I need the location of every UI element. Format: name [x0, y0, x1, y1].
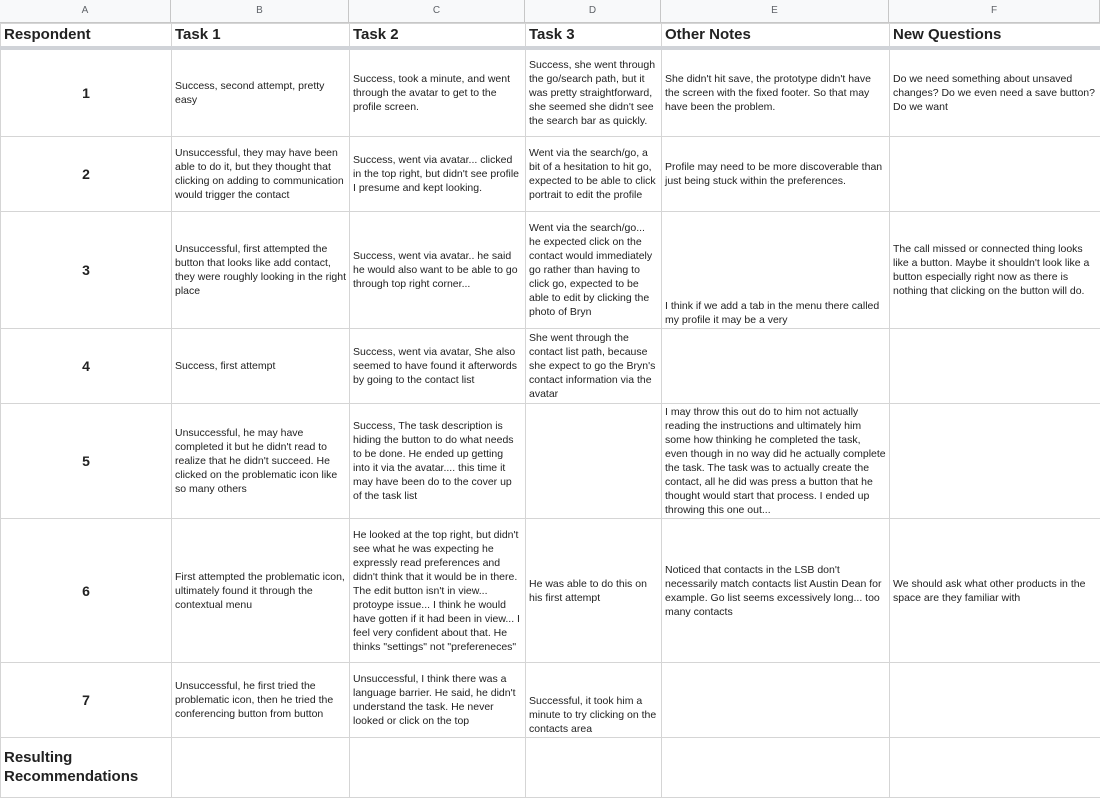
- task3-cell[interactable]: She went through the contact list path, because she expect to go the Bryn's contact information via the avatar: [526, 329, 662, 404]
- column-header-f[interactable]: F: [889, 0, 1100, 22]
- task2-cell[interactable]: Success, took a minute, and went through the avatar to get to the profile screen.: [350, 48, 526, 137]
- task2-cell[interactable]: Success, went via avatar... clicked in the top right, but didn't see profile I presume and kept looking.: [350, 137, 526, 212]
- task2-cell[interactable]: Success, The task description is hiding the button to do what needs to be done. He ended up getting into it via the avatar.... this time it may have been do to the cover up of the task list: [350, 404, 526, 519]
- table-row: [1, 137, 1100, 212]
- notes-cell[interactable]: I may throw this out do to him not actually reading the instructions and ultimately him some how thinking he completed the task, even though in no way did he actually complete the task. The task was to actually create the contact, all he did was press a button that he thought would start that process. I ended up throwing this one out...: [662, 404, 890, 519]
- task1-cell[interactable]: Unsuccessful, first attempted the button that looks like add contact, they were roughly looking in the right place: [172, 212, 350, 329]
- table-row: [1, 212, 1100, 329]
- column-header-d[interactable]: D: [525, 0, 661, 22]
- recommendation-cell[interactable]: [172, 738, 350, 798]
- respondent-cell[interactable]: 6: [1, 519, 172, 663]
- resulting-recommendations-label[interactable]: [1, 738, 172, 798]
- notes-cell[interactable]: [662, 329, 890, 404]
- table-row: [1, 404, 1100, 519]
- questions-cell[interactable]: Do we need something about unsaved changes? Do we even need a save button? Do we want: [890, 48, 1100, 137]
- questions-cell[interactable]: [890, 404, 1100, 519]
- respondent-cell[interactable]: 3: [1, 212, 172, 329]
- header-row: [1, 24, 1100, 48]
- task2-cell[interactable]: Success, went via avatar, She also seemed to have found it afterwords by going to the contact list: [350, 329, 526, 404]
- notes-cell[interactable]: Profile may need to be more discoverable than just being stuck within the preferences.: [662, 137, 890, 212]
- respondent-cell[interactable]: 7: [1, 663, 172, 738]
- task1-cell[interactable]: Unsuccessful, he first tried the problematic icon, then he tried the conferencing button from button: [172, 663, 350, 738]
- task3-cell[interactable]: Success, she went through the go/search path, but it was pretty straightforward, she seemed she didn't see the search bar as quickly.: [526, 48, 662, 137]
- recommendation-cell[interactable]: [526, 738, 662, 798]
- header-task-1[interactable]: Task 1: [172, 24, 350, 48]
- notes-cell[interactable]: She didn't hit save, the prototype didn't have the screen with the fixed footer. So that may have been the problem.: [662, 48, 890, 137]
- task1-cell[interactable]: Unsuccessful, they may have been able to do it, but they thought that clicking on adding to communication would trigger the contact: [172, 137, 350, 212]
- header-respondent[interactable]: Respondent: [1, 24, 172, 48]
- questions-cell[interactable]: [890, 329, 1100, 404]
- respondent-cell[interactable]: 5: [1, 404, 172, 519]
- questions-cell[interactable]: The call missed or connected thing looks like a button. Maybe it shouldn't look like a button especially right now as there is nothing that clicking on the button will do.: [890, 212, 1100, 329]
- column-header-c[interactable]: C: [349, 0, 525, 22]
- column-header-bar: [0, 0, 1100, 23]
- task3-cell[interactable]: He was able to do this on his first attempt: [526, 519, 662, 663]
- notes-cell[interactable]: I think if we add a tab in the menu there called my profile it may be a very: [662, 212, 890, 329]
- header-other-notes[interactable]: Other Notes: [662, 24, 890, 48]
- respondent-cell[interactable]: 4: [1, 329, 172, 404]
- notes-cell[interactable]: [662, 663, 890, 738]
- table-row: [1, 738, 1100, 798]
- respondent-cell[interactable]: 1: [1, 48, 172, 137]
- task1-cell[interactable]: Unsuccessful, he may have completed it but he didn't read to realize that he didn't succeed. He clicked on the problematic icon like so many others: [172, 404, 350, 519]
- resulting-recommendations-text: Resulting Recommendations: [4, 749, 139, 785]
- header-new-questions[interactable]: New Questions: [890, 24, 1100, 48]
- recommendation-cell[interactable]: [662, 738, 890, 798]
- task2-cell[interactable]: He looked at the top right, but didn't see what he was expecting he expressly read preferences and didn't think that it would be in there. The edit button isn't in view... protoype issue... I think he would have gotten if it had been in view... I feel very confident about that. He thinks "settings" not "prefereneces": [350, 519, 526, 663]
- respondent-cell[interactable]: 2: [1, 137, 172, 212]
- column-header-b[interactable]: B: [171, 0, 349, 22]
- recommendation-cell[interactable]: [890, 738, 1100, 798]
- task1-cell[interactable]: Success, second attempt, pretty easy: [172, 48, 350, 137]
- header-task-2[interactable]: Task 2: [350, 24, 526, 48]
- table-row: [1, 329, 1100, 404]
- task1-cell[interactable]: Success, first attempt: [172, 329, 350, 404]
- task3-cell[interactable]: Successful, it took him a minute to try clicking on the contacts area: [526, 663, 662, 738]
- table-row: [1, 519, 1100, 663]
- questions-cell[interactable]: [890, 663, 1100, 738]
- header-task-3[interactable]: Task 3: [526, 24, 662, 48]
- questions-cell[interactable]: We should ask what other products in the space are they familiar with: [890, 519, 1100, 663]
- table-row: [1, 48, 1100, 137]
- notes-cell[interactable]: Noticed that contacts in the LSB don't necessarily match contacts list Austin Dean for example. Go list seems excessively long... too many contacts: [662, 519, 890, 663]
- data-grid: [0, 23, 1100, 798]
- recommendation-cell[interactable]: [350, 738, 526, 798]
- task2-cell[interactable]: Success, went via avatar.. he said he would also want to be able to go through top right corner...: [350, 212, 526, 329]
- column-header-a[interactable]: A: [0, 0, 171, 22]
- questions-cell[interactable]: [890, 137, 1100, 212]
- task3-cell[interactable]: Went via the search/go, a bit of a hesitation to hit go, expected to be able to click portrait to edit the profile: [526, 137, 662, 212]
- task1-cell[interactable]: First attempted the problematic icon, ultimately found it through the contextual menu: [172, 519, 350, 663]
- column-header-e[interactable]: E: [661, 0, 889, 22]
- task3-cell[interactable]: Went via the search/go... he expected click on the contact would immediately go rather than having to click go, expected to be able to edit by clicking the photo of Bryn: [526, 212, 662, 329]
- task3-cell[interactable]: [526, 404, 662, 519]
- task2-cell[interactable]: Unsuccessful, I think there was a language barrier. He said, he didn't understand the task. He never looked or click on the top: [350, 663, 526, 738]
- table-row: [1, 663, 1100, 738]
